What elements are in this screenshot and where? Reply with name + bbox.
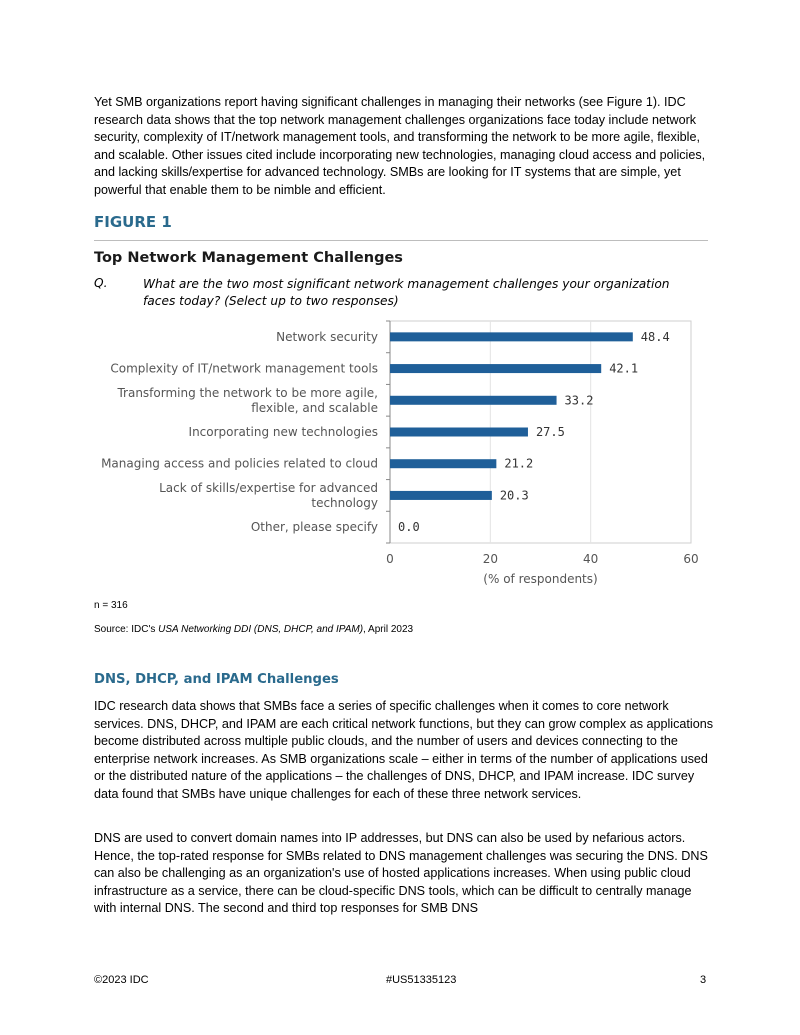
bar [390, 396, 557, 405]
question-prefix: Q. [94, 276, 108, 290]
source-note [94, 624, 413, 635]
x-tick-label: 60 [683, 552, 699, 566]
figure-label: FIGURE 1 [94, 213, 172, 231]
section-heading: DNS, DHCP, and IPAM Challenges [94, 672, 339, 687]
bar [390, 428, 528, 437]
category-label: Complexity of IT/network management tools [110, 361, 378, 376]
section-paragraph-1: IDC research data shows that SMBs face a series of specific challenges when it comes to core network services. DNS, DHCP, and IPAM are each critical network functions, but they can grow complex as applications become distributed across multiple public clouds, and the number of users and devices connecting to the enterprise network increases. As SMB organizations scale – either in terms of the number of applications used or the distributed nature of the applications – the challenges of DNS, DHCP, and IPAM increase. IDC survey data found that SMBs have unique challenges for each of these three network services. [94, 699, 713, 801]
bar [390, 364, 601, 373]
source-prefix: Source: IDC's [94, 624, 159, 635]
footer-copyright: ©2023 IDC [94, 974, 149, 986]
x-tick-label: 40 [583, 552, 599, 566]
footer-page-number: 3 [700, 974, 707, 986]
category-label: Transforming the network to be more agile, [117, 385, 378, 400]
category-label: Network security [276, 329, 378, 344]
footer-doc-number: #US51335123 [386, 974, 457, 986]
data-label: 21.2 [504, 456, 534, 471]
category-label: Other, please specify [250, 520, 378, 535]
data-label: 27.5 [535, 425, 565, 439]
bar [390, 491, 492, 500]
data-label: 20.3 [499, 488, 529, 503]
category-label: technology [311, 495, 378, 510]
sample-size-note: n = 316 [94, 600, 128, 611]
figure-title: Top Network Management Challenges [94, 250, 403, 266]
bar-chart [94, 318, 714, 593]
category-label: Lack of skills/expertise for advanced [159, 480, 378, 495]
bar [390, 332, 633, 341]
category-label: flexible, and scalable [251, 400, 378, 415]
bar [390, 459, 496, 468]
category-label: Incorporating new technologies [188, 425, 378, 439]
section-paragraph-2: DNS are used to convert domain names into IP addresses, but DNS can also be used by nefarious actors. Hence, the top-rated response for SMBs related to DNS management challenges was securing the DNS. DNS can also be challenging as an organization's use of hosted applications increases. When using public cloud infrastructure as a service, there can be cloud-specific DNS tools, which can be difficult to centrally manage with internal DNS. The second and third top responses for SMB DNS [94, 831, 708, 916]
data-label: 42.1 [609, 361, 639, 376]
data-label: 48.4 [640, 329, 670, 344]
intro-paragraph: Yet SMB organizations report having significant challenges in managing their networks (see Figure 1). IDC research data shows that the top network management challenges organizations face today include network security, complexity of IT/network management tools, and transforming the network to be more agile, flexible, and scalable. Other issues cited include incorporating new technologies, managing cloud access and policies, and lacking skills/expertise for advanced technology. SMBs are looking for IT systems that are simple, yet powerful that enable them to be nimble and efficient. [94, 95, 706, 197]
survey-question: What are the two most significant network management challenges your organization faces today? (Select up to two responses) [143, 277, 670, 308]
data-label: 33.2 [564, 393, 594, 408]
x-axis-label: (% of respondents) [483, 572, 598, 586]
x-tick-label: 20 [482, 552, 498, 566]
x-tick-label: 0 [386, 552, 394, 566]
data-label: 0.0 [398, 520, 420, 535]
category-label: Managing access and policies related to cloud [101, 456, 378, 471]
figure-divider [94, 240, 708, 241]
source-suffix: , April 2023 [363, 624, 414, 635]
source-title: USA Networking DDI (DNS, DHCP, and IPAM) [158, 624, 364, 635]
